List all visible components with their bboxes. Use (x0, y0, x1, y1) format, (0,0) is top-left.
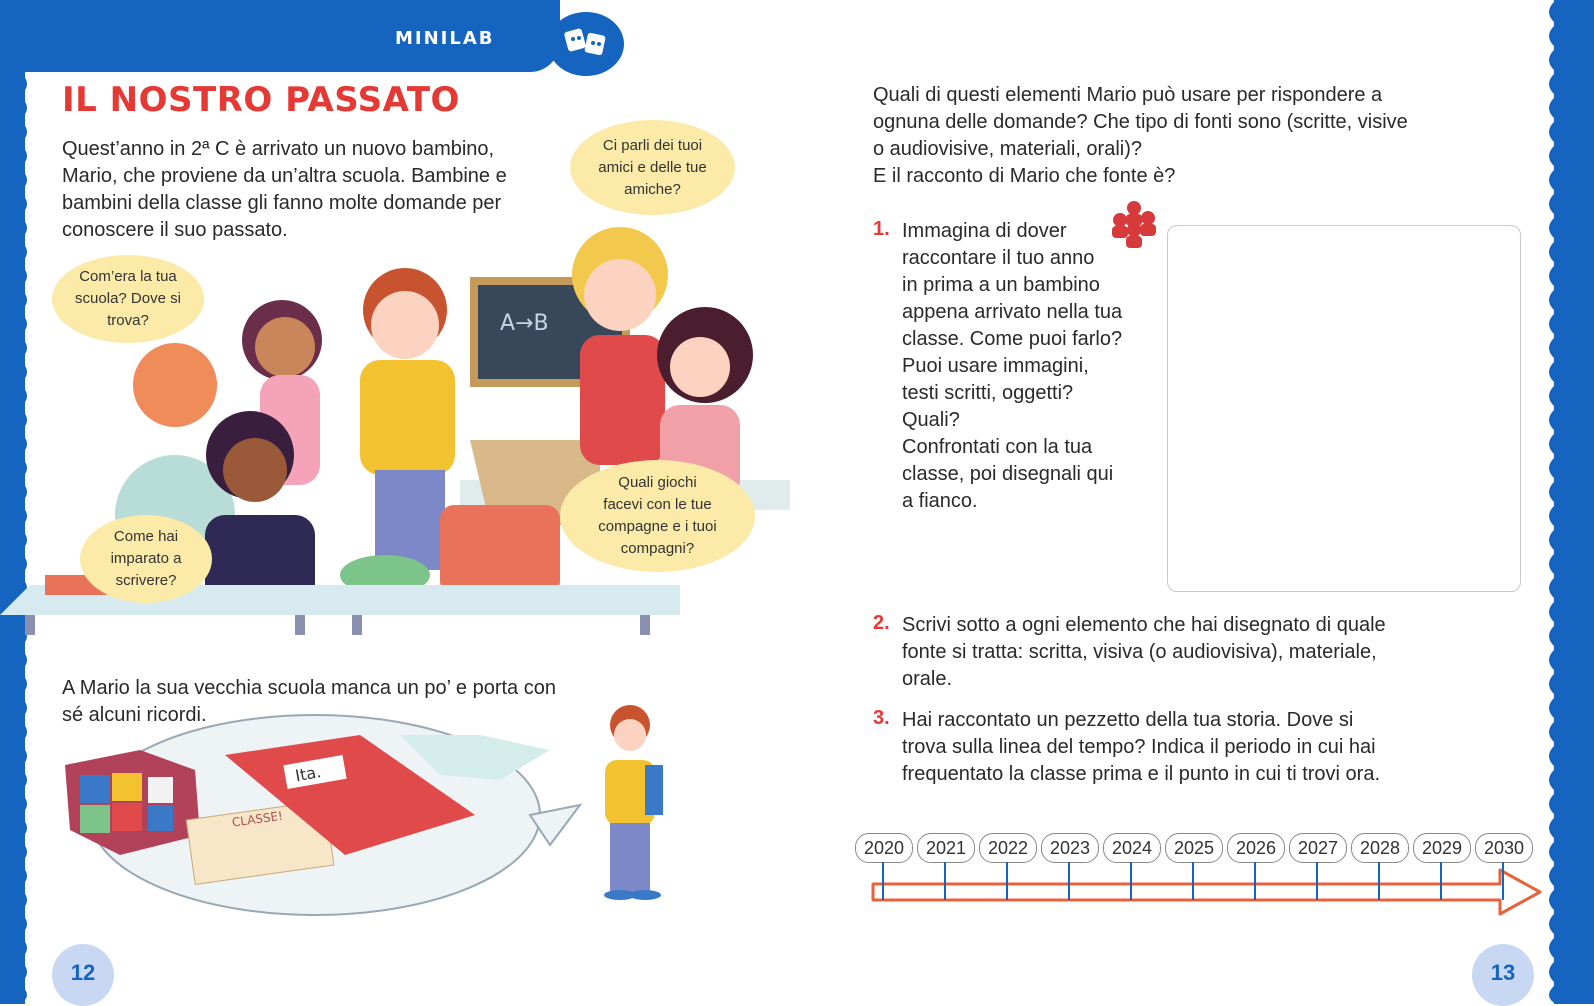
item-1-line: classe, poi disegnali qui (902, 463, 1114, 485)
memories-line: A Mario la sua vecchia scuola manca un po’ e porta con (62, 677, 556, 699)
timeline-year: 2029 (1413, 833, 1471, 863)
timeline-arrow (870, 862, 1550, 916)
bubble-line: Quali giochi (618, 474, 697, 491)
minilab-badge-icon (548, 12, 624, 76)
question-line: ognuna delle domande? Che tipo di fonti sono (scritte, visive (873, 111, 1408, 133)
header-wave-edge (20, 60, 540, 74)
bubble-line: Come hai (113, 528, 179, 545)
timeline-year: 2022 (979, 833, 1037, 863)
memories-illustration (60, 705, 720, 935)
bubble-line: imparato a (110, 550, 182, 567)
photo-label: CLASSE! (231, 808, 284, 830)
item-1-line: Quali? (902, 409, 960, 431)
timeline-year: 2030 (1475, 833, 1533, 863)
speech-bubble-writing (80, 515, 212, 603)
blackboard-text: A→B (500, 311, 549, 336)
item-3-line: Hai raccontato un pezzetto della tua storia. Dove si (902, 709, 1354, 731)
bubble-line: scrivere? (115, 572, 177, 589)
bubble-line: Ci parli dei tuoi (602, 136, 703, 154)
item-2-number: 2. (873, 612, 890, 634)
item-1-text (902, 218, 1152, 515)
drawing-area-box[interactable] (1167, 225, 1521, 592)
speech-bubble-games (560, 460, 755, 572)
item-1-line: raccontare il tuo anno (902, 247, 1095, 269)
question-line: o audiovisive, materiali, orali)? (873, 138, 1143, 160)
question-line: E il racconto di Mario che fonte è? (873, 165, 1176, 187)
item-1-number: 1. (873, 218, 890, 240)
bubble-line: Com’era la tua (79, 268, 177, 285)
bubble-line: amiche? (624, 180, 681, 198)
rubik-cube-icon (65, 750, 200, 855)
item-3-line: frequentato la classe prima e il punto in cui ti trovi ora. (902, 763, 1381, 785)
item-3-line: trova sulla linea del tempo? Indica il periodo in cui hai (902, 736, 1376, 758)
speech-bubble-friends (570, 120, 735, 215)
intro-line: bambini della classe gli fanno molte domande per (62, 192, 502, 214)
right-frame-border (1554, 0, 1594, 1004)
item-2-text (902, 612, 1502, 693)
item-3-text (902, 707, 1502, 788)
item-3-number: 3. (873, 707, 890, 729)
timeline-year: 2025 (1165, 833, 1223, 863)
item-1-line: classe. Come puoi farlo? (902, 328, 1123, 350)
question-line: Quali di questi elementi Mario può usare per rispondere a (873, 84, 1383, 106)
item-1-line: appena arrivato nella tua (902, 301, 1123, 323)
right-wave-edge (1542, 0, 1556, 1004)
intro-line: Quest’anno in 2ª C è arrivato un nuovo bambino, (62, 138, 495, 160)
timeline-year: 2024 (1103, 833, 1161, 863)
bubble-line: scuola? Dove si (75, 290, 181, 307)
minilab-label: MINILAB (395, 28, 495, 49)
item-2-line: orale. (902, 668, 953, 690)
mario-standing-figure (604, 705, 663, 900)
page-number-left: 12 (52, 944, 114, 1006)
item-1-line: a fianco. (902, 490, 978, 512)
intro-line: Mario, che proviene da un’altra scuola. Bambine e (62, 165, 507, 187)
item-2-line: fonte si tratta: scritta, visiva (o audiovisiva), materiale, (902, 641, 1377, 663)
page-number-right: 13 (1472, 944, 1534, 1006)
timeline-year: 2028 (1351, 833, 1409, 863)
timeline-year: 2027 (1289, 833, 1347, 863)
item-1-line: Puoi usare immagini, (902, 355, 1089, 377)
item-1-line: Immagina di dover (902, 220, 1067, 242)
item-2-line: Scrivi sotto a ogni elemento che hai disegnato di quale (902, 614, 1386, 636)
bubble-line: trova? (107, 312, 149, 329)
bubble-line: amici e delle tue (598, 158, 707, 176)
timeline-year: 2023 (1041, 833, 1099, 863)
bubble-line: compagni? (620, 540, 695, 557)
speech-bubble-school (52, 255, 204, 343)
question-paragraph (873, 82, 1473, 190)
bubble-line: facevi con le tue (603, 496, 712, 513)
page-title: IL NOSTRO PASSATO (62, 80, 460, 120)
item-1-line: Confrontati con la tua (902, 436, 1093, 458)
timeline-year: 2021 (917, 833, 975, 863)
item-1-line: in prima a un bambino (902, 274, 1100, 296)
intro-line: conoscere il suo passato. (62, 219, 288, 241)
item-1-line: testi scritti, oggetti? (902, 382, 1074, 404)
bubble-line: compagne e i tuoi (598, 518, 717, 535)
notebook-label: Ita. (293, 762, 323, 786)
memories-line: sé alcuni ricordi. (62, 704, 207, 726)
timeline-year: 2020 (855, 833, 913, 863)
game-pieces-icon (1106, 198, 1162, 250)
timeline-year: 2026 (1227, 833, 1285, 863)
